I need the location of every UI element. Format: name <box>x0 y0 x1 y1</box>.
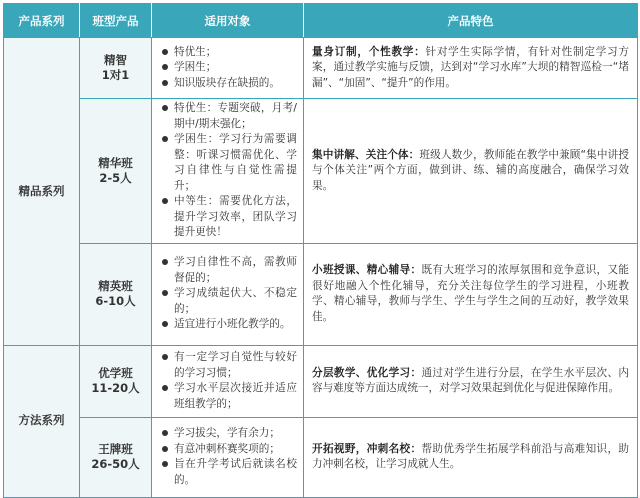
target-item: 学习水平层次接近并适应班组教学的； <box>162 381 297 412</box>
target-item: 学习自律性不高，需教师督促的； <box>162 255 297 286</box>
target-item: 特优生； <box>162 45 297 61</box>
product-table-container <box>3 3 637 488</box>
targets-cell <box>152 345 304 417</box>
table-row <box>4 38 638 99</box>
feature-cell <box>304 38 638 99</box>
table-row <box>4 243 638 345</box>
feature-title: 小班授课、精心辅导： <box>312 264 422 276</box>
product-name-cell <box>80 38 152 99</box>
feature-text: 帮助优秀学生拓展学科前沿与高难知识，助力冲刺名校，让学习成就人生。 <box>312 442 630 470</box>
feature-cell <box>304 417 638 497</box>
feature-text: 班级人数少，教师能在教学中兼顾“集中讲授与个体关注”两个方面，做到讲、练、辅的高度融合，确保学习效果。 <box>312 148 629 192</box>
target-item: 学习拔尖，学有余力； <box>162 426 297 442</box>
product-name-cell <box>80 417 152 497</box>
header-features: 产品特色 <box>304 4 638 38</box>
table-header-row <box>4 4 638 38</box>
product-size: 26-50人 <box>91 457 140 471</box>
target-item: 中等生：需要优化方法，提升学习效率，团队学习提升更快！ <box>162 194 297 241</box>
product-name: 精智 <box>104 53 127 67</box>
product-name: 精英班 <box>98 279 133 293</box>
product-name: 优学班 <box>98 366 133 380</box>
table-row <box>4 99 638 244</box>
table-row <box>4 417 638 497</box>
target-item: 学困生：学习行为需要调整：听课习惯需优化、学习自律性与自觉性需提升； <box>162 132 297 194</box>
table-row <box>4 345 638 417</box>
target-item: 学困生； <box>162 60 297 76</box>
target-item: 旨在升学考试后就读名校的。 <box>162 457 297 488</box>
product-size: 1对1 <box>101 68 130 82</box>
product-size: 2-5人 <box>99 170 132 185</box>
target-item: 适宜进行小班化教学的。 <box>162 317 297 333</box>
series-cell-method: 方法系列 <box>4 345 80 497</box>
feature-text: 既有大班学习的浓厚氛围和竞争意识，又能很好地融入个性化辅导，充分关注每位学生的学习进程，小班教学、精心辅导，教师与学生、学生与学生之间的互动好，教学效果佳。 <box>312 264 630 323</box>
targets-cell <box>152 99 304 244</box>
target-item: 学习成绩起伏大、不稳定的； <box>162 286 297 317</box>
product-size: 6-10人 <box>95 294 136 308</box>
feature-title: 集中讲解、关注个体： <box>312 148 420 161</box>
series-cell-premium: 精品系列 <box>4 38 80 346</box>
target-item: 有意冲刺杯赛奖项的； <box>162 442 297 458</box>
targets-cell <box>152 417 304 497</box>
feature-text: 针对学生实际学情，有针对性制定学习方案，通过教学实施与反馈，达到对“学习水库”大坝的精智巡检一“堵漏”、“加固”、“提升”的作用。 <box>312 45 629 89</box>
targets-cell <box>152 243 304 345</box>
feature-title: 量身订制，个性教学： <box>312 45 426 58</box>
product-name-cell <box>80 345 152 417</box>
targets-cell <box>152 38 304 99</box>
header-series: 产品系列 <box>4 4 80 38</box>
product-name-cell <box>80 243 152 345</box>
product-size: 11-20人 <box>91 381 140 395</box>
target-item: 有一定学习自觉性与较好的学习习惯； <box>162 350 297 381</box>
header-targets: 适用对象 <box>152 4 304 38</box>
feature-cell <box>304 345 638 417</box>
product-table <box>3 3 638 498</box>
feature-cell <box>304 243 638 345</box>
feature-text: 通过对学生进行分层，在学生水平层次、内容与难度等方面达成统一，对学习效果起到优化与促进保障作用。 <box>312 366 630 394</box>
header-product: 班型产品 <box>80 4 152 38</box>
target-item: 特优生：专题突破，月考/期中/期末强化； <box>162 101 297 132</box>
product-name: 王牌班 <box>98 442 133 456</box>
feature-title: 开拓视野，冲刺名校： <box>312 442 422 455</box>
product-name: 精华班 <box>98 155 133 170</box>
feature-cell <box>304 99 638 244</box>
target-item: 知识版块存在缺损的。 <box>162 76 297 92</box>
feature-title: 分层教学、优化学习： <box>312 366 422 379</box>
product-name-cell <box>80 99 152 244</box>
